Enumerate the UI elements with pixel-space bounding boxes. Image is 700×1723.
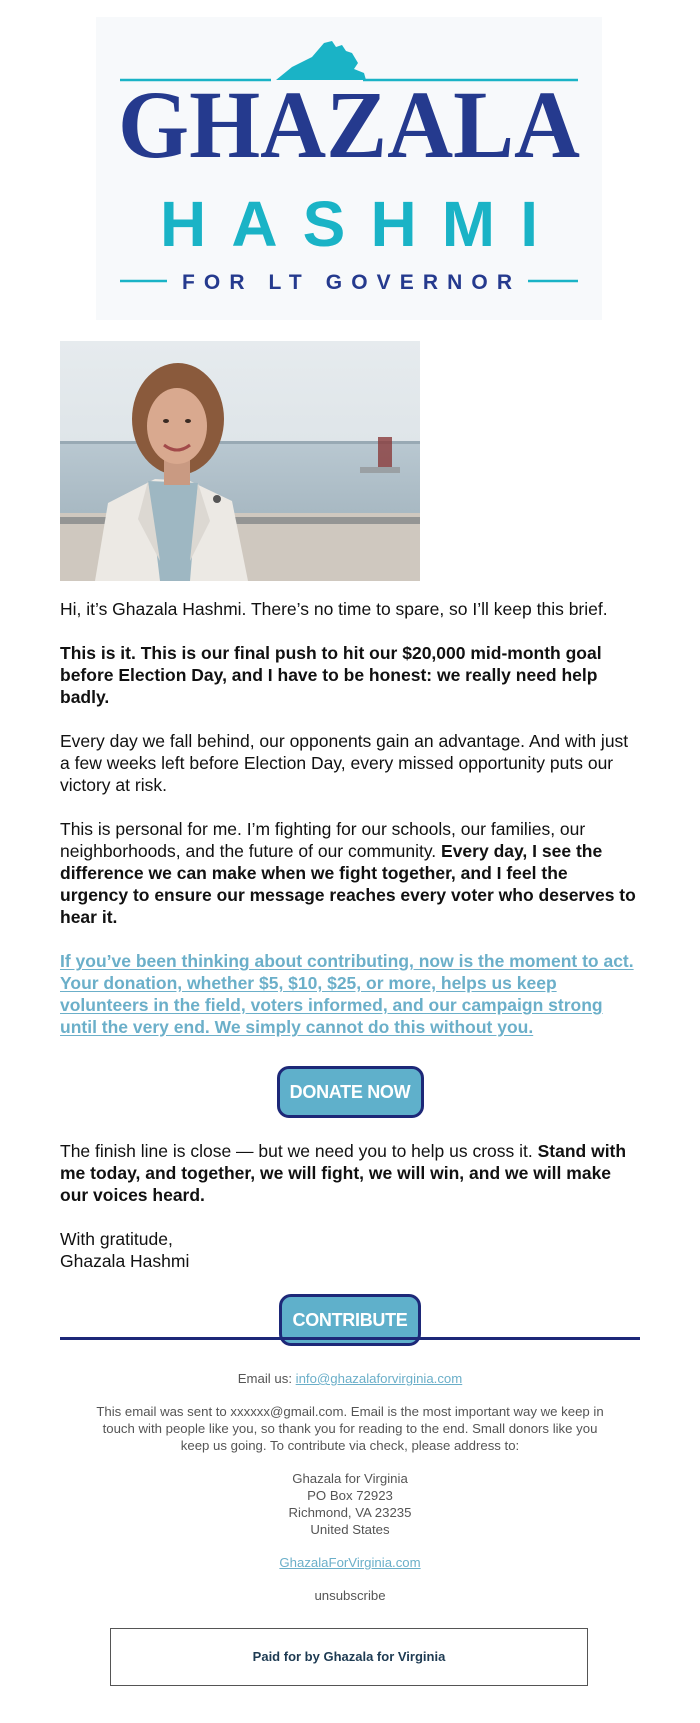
signoff: With gratitude, [60,1229,173,1249]
behind-paragraph: Every day we fall behind, our opponents gain an advantage. And with just a few weeks left before Election Day, every missed opportunity puts our victory at risk. [60,731,629,795]
personal-bold-text: Every day, I see the difference we can make when we fight together, and I feel the urgency to ensure our message reaches every voter who deserves to hear it. [60,841,636,927]
contribute-button[interactable]: CONTRIBUTE [279,1294,421,1346]
greeting-paragraph: Hi, it’s Ghazala Hashmi. There’s no time to spare, so I’ll keep this brief. [60,599,608,619]
personal-text: This is personal for me. I’m fighting for our schools, our families, our neighborhoods, and the future of our community. [60,819,586,861]
address-line: PO Box 72923 [307,1488,393,1503]
unsubscribe-link[interactable]: unsubscribe [314,1588,386,1603]
donate-now-button[interactable]: DONATE NOW [277,1066,424,1118]
finish-line-bold-text: Stand with me today, and together, we will fight, we will win, and we will make our voices heard. [60,1141,627,1205]
candidate-photo [60,341,420,581]
finish-line-text: The finish line is close — but we need you to help us cross it. [60,1141,538,1161]
message-body [60,598,640,1346]
urgent-text: This is it. This is our final push to hit our $20,000 mid-month goal before Election Day, and I have to be honest: we really need help badly. [60,643,602,707]
finish-line-paragraph [60,1140,640,1206]
footer-email-line [60,1370,640,1387]
address-line: United States [310,1522,390,1537]
footer-divider [60,1337,640,1340]
website-link[interactable]: GhazalaForVirginia.com [279,1555,421,1570]
logo-line-office: FOR LT GOVERNOR [182,271,512,294]
footer-notice: This email was sent to xxxxxx@gmail.com. Email is the most important way we keep in touch with people like you, so thank you for reading to the end. Small donors like you keep us going. To contribute via check, please address to: [96,1404,604,1453]
campaign-logo [96,17,602,320]
email-link[interactable]: info@ghazalaforvirginia.com [295,1371,463,1386]
email-label: Email us: [237,1371,296,1386]
signature: Ghazala Hashmi [60,1251,190,1271]
paid-for-disclaimer: Paid for by Ghazala for Virginia [110,1628,588,1686]
footer [60,1370,640,1620]
address-line: Ghazala for Virginia [292,1471,408,1486]
logo-line-first-name: GHAZALA [118,71,580,178]
logo-line-last-name: HASHMI [160,188,538,260]
personal-paragraph [60,818,640,928]
urgent-paragraph [60,642,640,708]
donate-text-link[interactable]: If you’ve been thinking about contributing, now is the moment to act. Your donation, whether $5, $10, $25, or more, helps us keep volunteers in the field, voters informed, and our campaign strong until the very end. We simply cannot do this without you. [60,951,634,1037]
address-line: Richmond, VA 23235 [288,1505,412,1520]
